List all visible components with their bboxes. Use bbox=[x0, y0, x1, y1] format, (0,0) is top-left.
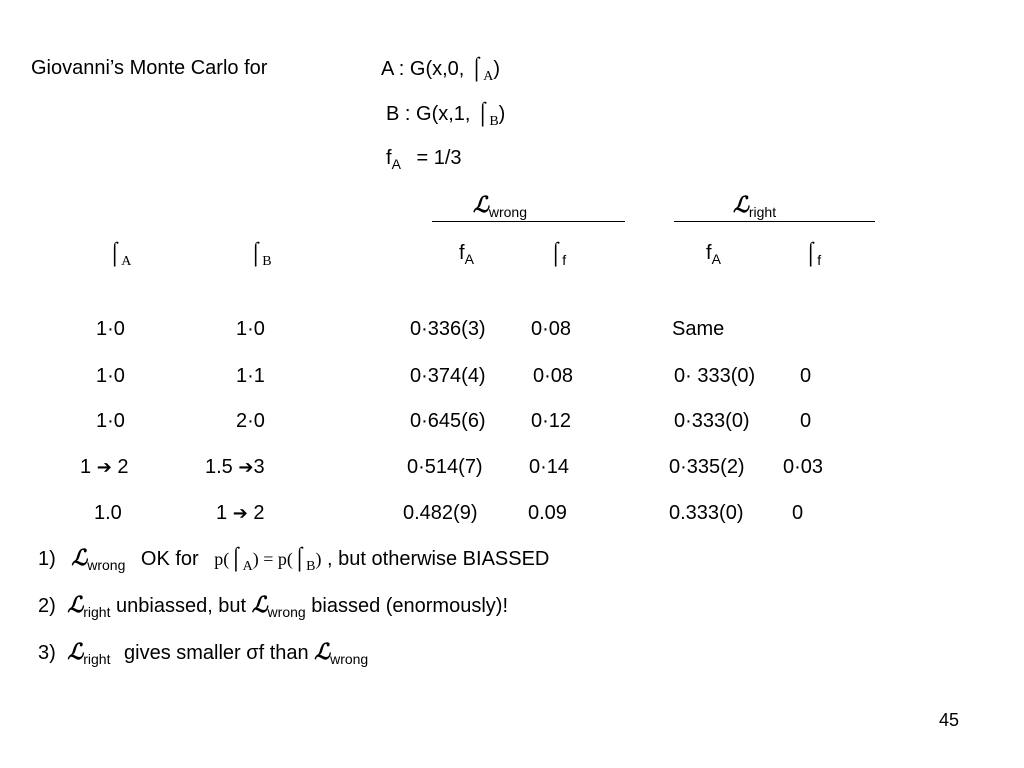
cell-gamma-a: 1·0 bbox=[96, 318, 125, 340]
script-l-icon: ℒ bbox=[251, 592, 268, 617]
gamma-icon: ⌠ bbox=[804, 240, 818, 265]
gamma-icon: ⌠ bbox=[476, 100, 490, 125]
probability-expression bbox=[214, 545, 322, 574]
cell-right-fa: 0·333(0) bbox=[674, 410, 750, 432]
cell-right-gamma-f: 0 bbox=[800, 365, 812, 387]
cell-wrong-gamma-f: 0·08 bbox=[531, 318, 572, 340]
note-number: 2) bbox=[38, 595, 56, 617]
cell-gamma-b bbox=[205, 455, 265, 479]
col-gamma-b-sub: B bbox=[262, 254, 272, 269]
gamma-icon: ⌠ bbox=[108, 240, 122, 265]
note-number: 3) bbox=[38, 642, 56, 664]
cell-right-fa: 0·335(2) bbox=[669, 456, 745, 478]
cell-wrong-gamma-f: 0.09 bbox=[528, 502, 567, 524]
note-number: 1) bbox=[38, 548, 56, 570]
note-sub: right bbox=[83, 651, 111, 667]
line-a bbox=[381, 55, 501, 84]
cell-gamma-b: 1·1 bbox=[236, 365, 265, 387]
note-sub: wrong bbox=[267, 604, 306, 620]
note-2 bbox=[38, 593, 508, 618]
note-text-b: biassed (enormously)! bbox=[311, 595, 508, 617]
note-3 bbox=[38, 640, 368, 665]
note-sub: wrong bbox=[87, 557, 126, 573]
script-l-icon: ℒ bbox=[473, 192, 489, 217]
gamma-icon: ⌠ bbox=[229, 545, 243, 570]
col-wrong-gamma-f-sub: f bbox=[562, 252, 567, 268]
fa-line bbox=[386, 146, 462, 170]
col-right-fa-sub: A bbox=[711, 251, 721, 267]
col-wrong-fa-main: f bbox=[459, 242, 465, 264]
fa-main: f bbox=[386, 147, 392, 169]
note-sub: right bbox=[83, 604, 111, 620]
cell-wrong-gamma-f: 0·12 bbox=[531, 410, 572, 432]
cell-wrong-gamma-f: 0·14 bbox=[529, 456, 570, 478]
p-close: ) bbox=[315, 549, 322, 569]
line-a-prefix: A : G(x,0, bbox=[381, 58, 470, 80]
col-wrong-gamma-f bbox=[549, 241, 566, 266]
cell-gamma-a-from: 1 bbox=[80, 456, 92, 478]
group-header-wrong bbox=[473, 193, 527, 218]
gamma-icon: ⌠ bbox=[249, 240, 263, 265]
col-right-fa-main: f bbox=[706, 242, 712, 264]
script-l-icon: ℒ bbox=[67, 592, 84, 617]
col-gamma-a bbox=[108, 240, 132, 269]
cell-wrong-fa: 0·374(4) bbox=[410, 365, 486, 387]
fa-sub: A bbox=[391, 156, 401, 172]
arrow-right-icon: ➔ bbox=[232, 503, 248, 523]
p-sub-b: B bbox=[306, 559, 316, 574]
group-header-right bbox=[733, 193, 776, 218]
cell-right-gamma-f: 0 bbox=[792, 502, 804, 524]
group-right-rule bbox=[674, 221, 875, 222]
cell-gamma-a bbox=[80, 455, 128, 479]
gamma-icon: ⌠ bbox=[549, 240, 563, 265]
cell-wrong-gamma-f: 0·08 bbox=[533, 365, 574, 387]
cell-gamma-a: 1·0 bbox=[96, 410, 125, 432]
col-right-gamma-f bbox=[804, 241, 821, 266]
col-right-gamma-f-sub: f bbox=[817, 252, 822, 268]
col-right-fa bbox=[706, 241, 721, 265]
col-wrong-fa-sub: A bbox=[464, 251, 474, 267]
cell-gamma-b-to: 3 bbox=[253, 456, 265, 478]
arrow-right-icon: ➔ bbox=[96, 457, 112, 477]
cell-gamma-b bbox=[216, 501, 264, 525]
cell-gamma-b-to: 2 bbox=[253, 502, 265, 524]
cell-wrong-fa: 0·514(7) bbox=[407, 456, 483, 478]
cell-gamma-b-from: 1.5 bbox=[205, 456, 233, 478]
script-l-icon: ℒ bbox=[733, 192, 749, 217]
gamma-icon: ⌠ bbox=[292, 545, 307, 570]
col-wrong-fa bbox=[459, 241, 474, 265]
cell-right-gamma-f: 0·03 bbox=[783, 456, 824, 478]
col-gamma-b bbox=[249, 240, 272, 269]
note-1 bbox=[38, 545, 550, 574]
p-sub-a: A bbox=[242, 559, 253, 574]
gamma-icon: ⌠ bbox=[469, 55, 484, 80]
fa-value: = 1/3 bbox=[416, 147, 462, 169]
note-text: unbiassed, but bbox=[116, 595, 247, 617]
line-b-sub: B bbox=[489, 114, 499, 129]
line-b-prefix: B : G(x,1, bbox=[386, 103, 477, 125]
group-right-sub: right bbox=[748, 204, 777, 220]
cell-right-fa: 0.333(0) bbox=[669, 502, 744, 524]
intro-text: Giovanni’s Monte Carlo for bbox=[31, 57, 268, 79]
script-l-icon: ℒ bbox=[71, 545, 88, 570]
cell-gamma-a: 1.0 bbox=[94, 502, 122, 524]
cell-wrong-fa: 0·336(3) bbox=[410, 318, 486, 340]
line-a-sub: A bbox=[483, 69, 494, 84]
p-open: p( bbox=[214, 549, 230, 569]
cell-right-fa: 0· 333(0) bbox=[674, 365, 756, 387]
cell-wrong-fa: 0.482(9) bbox=[403, 502, 478, 524]
cell-right-fa: Same bbox=[672, 318, 725, 340]
script-l-icon: ℒ bbox=[314, 639, 331, 664]
line-b-close: ) bbox=[498, 103, 506, 125]
group-wrong-sub: wrong bbox=[488, 204, 527, 220]
slide-number: 45 bbox=[939, 710, 960, 730]
line-b bbox=[386, 100, 506, 129]
cell-gamma-b: 2·0 bbox=[236, 410, 265, 432]
cell-gamma-b-from: 1 bbox=[216, 502, 228, 524]
col-gamma-a-sub: A bbox=[121, 254, 132, 269]
group-wrong-rule bbox=[432, 221, 625, 222]
note-text: gives smaller σf than bbox=[124, 642, 309, 664]
cell-wrong-fa: 0·645(6) bbox=[410, 410, 486, 432]
script-l-icon: ℒ bbox=[67, 639, 84, 664]
cell-gamma-a-to: 2 bbox=[117, 456, 129, 478]
cell-gamma-a: 1·0 bbox=[96, 365, 125, 387]
line-a-close: ) bbox=[493, 58, 501, 80]
cell-gamma-b: 1·0 bbox=[236, 318, 265, 340]
cell-right-gamma-f: 0 bbox=[800, 410, 812, 432]
note-text-b: , but otherwise BIASSED bbox=[327, 548, 550, 570]
p-mid: ) = p( bbox=[252, 549, 293, 569]
arrow-right-icon: ➔ bbox=[238, 457, 254, 477]
note-text: OK for bbox=[140, 548, 199, 570]
note-sub: wrong bbox=[330, 651, 369, 667]
